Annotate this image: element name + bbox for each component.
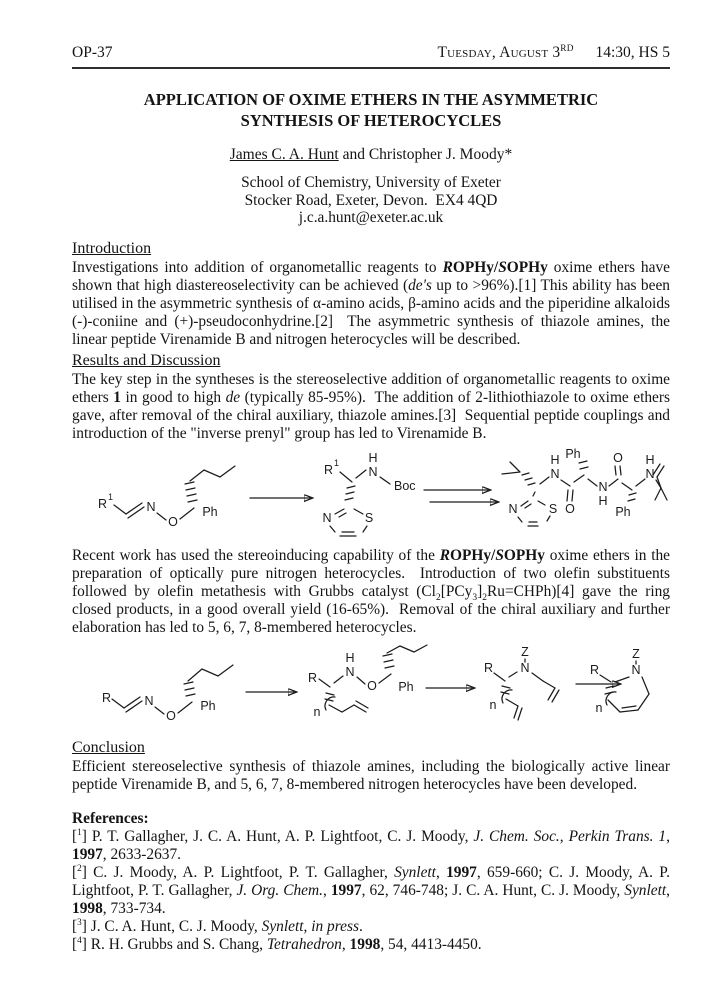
introduction-heading: Introduction (72, 239, 152, 257)
session-datetime (437, 44, 670, 62)
text-run: [ (72, 917, 78, 935)
atom-label: H (368, 450, 378, 465)
affiliation-line-2: Stocker Road, Exeter, Devon. EX4 4QD (244, 191, 498, 209)
text-run: de (225, 388, 241, 406)
text-run: ] J. C. A. Hunt, C. J. Moody, (81, 917, 262, 935)
text-run: oxime ethers in the preparation of optically pure nitrogen heterocycles. Introduction of two olefin substituents followed by olefin metathesis with Grubbs catalyst (Cl (72, 546, 671, 600)
atom-label: H (598, 493, 608, 508)
text-run: 3 (472, 591, 478, 603)
coauthor: Christopher J. Moody* (368, 146, 513, 163)
text-run: Tuesday, August 3 (437, 44, 561, 61)
affiliation-line-1: School of Chemistry, University of Exeter (241, 174, 501, 191)
atom-label: N (322, 510, 332, 525)
text-run: , (666, 881, 670, 899)
text-run: Tetrahedron (266, 935, 342, 953)
atom-label-sup: 1 (334, 457, 340, 468)
atom-label: Ph (202, 504, 218, 519)
scheme-2-ring-closing-metathesis (72, 642, 670, 726)
text-run: [PCy (440, 582, 473, 600)
text-run: de's (408, 276, 432, 294)
introduction-paragraph (72, 259, 670, 349)
conclusion-paragraph (72, 758, 670, 794)
text-run: , (341, 935, 350, 953)
text-run: ] (477, 582, 483, 600)
atom-label: N (550, 466, 560, 481)
structure-oxime-ether (102, 665, 233, 723)
structure-olefin-adduct (308, 645, 427, 719)
atom-label: R (308, 670, 318, 685)
atom-label: O (565, 501, 575, 516)
atom-label: H (550, 452, 560, 467)
chain-repeat-label: n (595, 700, 603, 715)
structure-ring-closed-heterocycle (590, 647, 649, 715)
title-line-1: APPLICATION OF OXIME ETHERS IN THE ASYMMETRIC (143, 90, 599, 109)
chain-repeat-label: n (313, 704, 321, 719)
text-run: , 62, 746-748; J. C. A. Hunt, C. J. Moody, (361, 881, 625, 899)
atom-label: O (168, 514, 178, 529)
chain-repeat-label: n (489, 697, 497, 712)
text-run: 1 (113, 388, 121, 406)
reference-item (72, 918, 670, 936)
text-run: 4 (77, 934, 82, 945)
text-run: 1997 (72, 845, 103, 863)
atom-label: N (345, 664, 355, 679)
text-run: S (498, 258, 507, 276)
text-run: 2 (77, 862, 82, 873)
atom-label: Ph (200, 698, 216, 713)
atom-label: N (146, 499, 156, 514)
atom-label: N (598, 479, 608, 494)
text-run: R (439, 546, 450, 564)
text-run: Synlett, in press (261, 917, 359, 935)
affiliation-block (72, 174, 670, 227)
text-run: 1998 (72, 899, 103, 917)
session-date (437, 44, 573, 61)
atom-label: N (631, 662, 641, 677)
text-run: , (666, 827, 670, 845)
text-run: 1998 (349, 935, 381, 953)
hashed-wedge-bond (383, 654, 394, 668)
atom-label: R (102, 690, 112, 705)
structure-diene (484, 645, 559, 720)
atom-label: Ph (565, 447, 581, 461)
text-run: [ (72, 935, 78, 953)
scheme-1-thiazole-virenamide (72, 448, 670, 544)
hashed-wedge-bond (579, 461, 588, 469)
text-run: ] R. H. Grubbs and S. Chang, (81, 935, 267, 953)
group-label: Boc (394, 478, 416, 493)
reference-item (72, 828, 670, 864)
hashed-wedge-bond (522, 473, 535, 485)
atom-label: N (368, 464, 378, 479)
structure-oxime-ether (98, 466, 235, 529)
text-run: J. Org. Chem. (236, 881, 323, 899)
text-run: up to >96%).[1] This ability has been utilised in the asymmetric synthesis of α-amino acids, β-amino acids and the piperidine alkaloids (-)-coniine and (+)-pseudoconhydrine.[2] The asymmetric synthesis of thiazole amines, the linear peptide Virenamide B and nitrogen heterocycles will be described. (72, 276, 670, 348)
atom-label: S (364, 510, 374, 525)
hashed-wedge-bond (184, 682, 195, 696)
author-line (72, 146, 670, 164)
structure-virenamide-b (502, 448, 667, 526)
text-run: . (358, 917, 363, 935)
text-run: S (495, 546, 504, 564)
atom-label: S (548, 501, 558, 516)
text-run: , 733-734. (102, 899, 166, 917)
atom-label: R (324, 462, 334, 477)
text-run: [ (72, 863, 78, 881)
text-run: , (435, 863, 447, 881)
text-run: R (442, 258, 453, 276)
text-run: Recent work has used the stereoinducing capability of the (72, 546, 440, 564)
text-run: ] C. J. Moody, A. P. Lightfoot, P. T. Gallagher, (81, 863, 395, 881)
text-run: J. Chem. Soc., Perkin Trans. 1 (473, 827, 667, 845)
structure-thiazole-boc-amine (322, 451, 415, 536)
reference-item (72, 936, 670, 954)
reference-item (72, 864, 670, 918)
text-run: Synlett (394, 863, 436, 881)
text-run: The key step in the syntheses is the stereoselective addition of organometallic reagents to oxime ethers (72, 370, 670, 406)
atom-label: H (645, 452, 655, 467)
text-run: OPHy/ (450, 546, 496, 564)
text-run: ] P. T. Gallagher, J. C. A. Hunt, A. P. Lightfoot, C. J. Moody, (81, 827, 474, 845)
title-line-2: SYNTHESIS OF HETEROCYCLES (240, 111, 502, 130)
page-header (72, 44, 670, 69)
text-run: 1 (77, 826, 82, 837)
text-run: , 54, 4413-4450. (380, 935, 482, 953)
session-code: OP-37 (72, 44, 113, 61)
session-time-room: 14:30, HS 5 (595, 44, 670, 61)
atom-label-sup: 1 (108, 491, 114, 502)
text-run: , 659-660; C. J. Moody, A. P. Lightfoot, P. T. Gallagher, (72, 863, 670, 899)
results-paragraph-1 (72, 371, 670, 443)
conclusion-heading: Conclusion (72, 738, 145, 756)
atom-label: N (645, 466, 655, 481)
atom-label: N (520, 660, 530, 675)
atom-label: Z (632, 646, 640, 661)
text-run: OPHy/ (452, 258, 499, 276)
text-run: Synlett (624, 881, 667, 899)
text-run: RD (560, 43, 574, 54)
atom-label: R (98, 496, 108, 511)
text-run: 3 (77, 916, 82, 927)
atom-label: O (166, 708, 176, 723)
text-run: OPHy (503, 546, 545, 564)
paper-title (72, 89, 670, 131)
atom-label: N (508, 501, 518, 516)
hashed-wedge-bond (185, 482, 197, 502)
text-run: 1997 (446, 863, 477, 881)
text-run: Investigations into addition of organometallic reagents to (72, 258, 443, 276)
atom-label: Z (521, 644, 529, 659)
atom-label: R (484, 660, 494, 675)
atom-label: N (144, 693, 154, 708)
text-run: Ru=CHPh)[4] gave the ring closed products, in a good overall yield (16-65%). Removal of the chiral auxiliary and further elaboration has led to 5, 6, 7, 8-membered heterocycles. (72, 582, 671, 636)
text-run: 2 (435, 591, 441, 603)
references-heading: References: (72, 809, 149, 827)
text-run: 1997 (330, 881, 362, 899)
hashed-wedge-bond (628, 493, 636, 501)
atom-label: O (367, 678, 377, 693)
presenting-author: James C. A. Hunt (229, 146, 339, 163)
text-run: (typically 85-95%). The addition of 2-lithiothiazole to oxime ethers gave, after removal of the chiral auxiliary, thiazole amines.[3] Sequential peptide couplings and introduction of the "inverse prenyl" group has led to Virenamide B. (72, 388, 670, 442)
results-heading: Results and Discussion (72, 351, 221, 369)
text-run: 2 (482, 591, 488, 603)
text-run: oxime ethers have shown that high diastereoselectivity can be achieved ( (72, 258, 670, 294)
text-run: Efficient stereoselective synthesis of thiazole amines, including the biologically active linear peptide Virenamide B, and 5, 6, 7, 8-membered nitrogen heterocycles have been developed. (72, 757, 670, 793)
text-run: , 2633-2637. (102, 845, 182, 863)
author-connector: and (338, 146, 369, 163)
text-run: , (322, 881, 331, 899)
hashed-wedge-bond (345, 486, 355, 500)
atom-label: Ph (398, 679, 414, 694)
atom-label: R (590, 662, 600, 677)
atom-label: Ph (615, 504, 631, 519)
text-run: in good to high (120, 388, 226, 406)
text-run: [ (72, 827, 78, 845)
results-paragraph-2 (72, 547, 670, 637)
atom-label: H (345, 650, 355, 665)
contact-email: j.c.a.hunt@exeter.ac.uk (298, 209, 444, 226)
atom-label: O (613, 450, 623, 465)
text-run: OPHy (506, 258, 548, 276)
